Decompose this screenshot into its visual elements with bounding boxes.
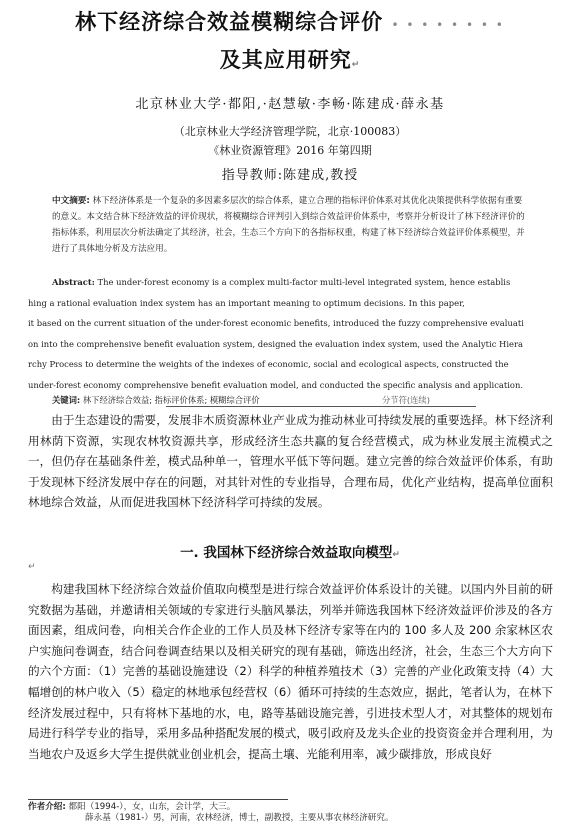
title-line-2 [0, 44, 580, 74]
abstract-en-line-4: on into the comprehensive benefit evaluation system, designed the evaluation index system, used the Analytic Hiera [28, 338, 523, 349]
abstract-en-line-2: hing a rational evaluation index system has an important meaning to optimum decisions. In this paper, [28, 297, 465, 308]
section-heading-1 [0, 541, 580, 561]
intro-text: 由于生态建设的需要，发展非木质资源林业产业成为推动林业可持续发展的重要选择。林下经济利用林荫下资源，实现农林牧资源共享，形成经济生态共赢的复合经营模式，成为林业发展主流模式之一，但仍存在基础条件差，模式品种单一，管理水平低下等问题。建立完善的综合效益评价体系，有助于发现林下经济发展中存在的问题，对其针对性的专业指导，合理布局，优化产业结构，提高单位面积林地综合效益，从而促进我国林下经济科学可持续的发展。 [28, 413, 553, 510]
footnote-separator [28, 799, 288, 800]
title-text-1: 林下经济综合效益模糊综合评价 [75, 10, 384, 34]
chinese-abstract [52, 193, 530, 257]
paragraph-mark: ↵ [392, 550, 400, 560]
title-line-1 [0, 6, 580, 36]
section-break-rule [166, 406, 476, 407]
affiliation: （北京林业大学经济管理学院，北京·100083） [173, 125, 407, 138]
advisor-line: 指导教师:陈建成,教授 [221, 168, 359, 183]
introduction-paragraph [28, 410, 553, 513]
footnote-line-2: 薛永基（1981-）男，河南，农林经济，博士，副教授，主要从事农林经济研究。 [85, 813, 394, 823]
abstract-en-label: Abstract: [52, 277, 95, 287]
author-list: 北京林业大学·都阳,·赵慧敏·李畅·陈建成·薛永基 [135, 97, 445, 112]
abstract-en-line-5: rchy Process to determine the weights of the indexes of economic, social and ecological aspects, constructed the under-forest economy comprehensive benefit evaluation model, and conducted the specific analysis and application. [28, 359, 524, 390]
publication-source: 《林业资源管理》2016 年第四期 [208, 144, 372, 157]
footnote-text-1: 都阳（1994-），女，山东，会计学，大三。 [68, 802, 236, 812]
abstract-cn-text: 林下经济体系是一个复杂的多因素多层次的综合体系，建立合理的指标评价体系对其优化决策提供科学依据有重要的意义。本文结合林下经济效益的评价现状，将模糊综合评判引入到综合效益评价体系中，考察并分析设计了林下经济评价的指标体系，利用层次分析法确定了其经济，社会，生态三个方向下的各指标权重，构建了林下经济综合效益评价体系模型，并进行了具体地分析及方法应用。 [52, 196, 525, 254]
title-leader-dots: • • • • • • • • [391, 18, 505, 32]
footnote-label: 作者介绍: [28, 802, 66, 812]
section-1-text: 构建我国林下经济综合效益价值取向模型是进行综合效益评价体系设计的关键。以国内外目前的研究数据为基础，并邀请相关领域的专家进行头脑风暴法，列举并筛选我国林下经济效益评价涉及的各方面因素，组成问卷，向相关合作企业的工作人员及林下经济专家等在内的 100 多人及 200 余家林区农户实施问卷调查，结合问卷调查结果以及相关研究的现有基础，筛选出经济，社会，生态三个大方向下的六个方面：（1）完善的基础设施建设（2）科学的种植养殖技术（3）完善的产业化政策支持（4）大幅增创的林户收入（5）稳定的林地承包经营权（6）循环可持续的生态效应，据此，笔者认为，在林下经济发展过程中，只有将林下基地的水，电，路等基础设施完善，引进技术型人才，对其整体的规划布局进行科学专业的指导，采用多品种搭配发展的模式，吸引政府及龙头企业的投资资金并合理利用，为当地农户及返乡大学生提供就业创业机会，提高土壤、光能利用率，减少碳排放，形成良好 [28, 582, 553, 761]
keywords-label: 关键词: [52, 395, 81, 405]
title-text-2: 及其应用研究 [219, 48, 352, 72]
paragraph-mark: ↵ [351, 60, 361, 70]
abstract-en-line-1 [28, 272, 538, 293]
section-title: 一. 我国林下经济综合效益取向模型 [180, 545, 393, 561]
section-1-paragraph [28, 579, 553, 764]
abstract-cn-label: 中文摘要: [52, 196, 90, 206]
abstract-en-line-3: it based on the current situation of the under-forest economic benefits, introduced the fuzzy comprehensive evaluati [28, 318, 524, 328]
keywords-text: 林下经济综合效益; 指标评价体系; 模糊综合评价 [82, 395, 260, 405]
keywords [52, 394, 522, 406]
footnote-line-1 [28, 802, 558, 813]
english-abstract [28, 272, 538, 395]
author-footnote [28, 802, 558, 824]
abstract-en-text-1: The under-forest economy is a complex multi-factor multi-level integrated system, hence establis [97, 277, 511, 287]
section-break-marker: 分节符(连续) [382, 395, 430, 405]
empty-paragraph-mark: ↵ [28, 562, 36, 572]
